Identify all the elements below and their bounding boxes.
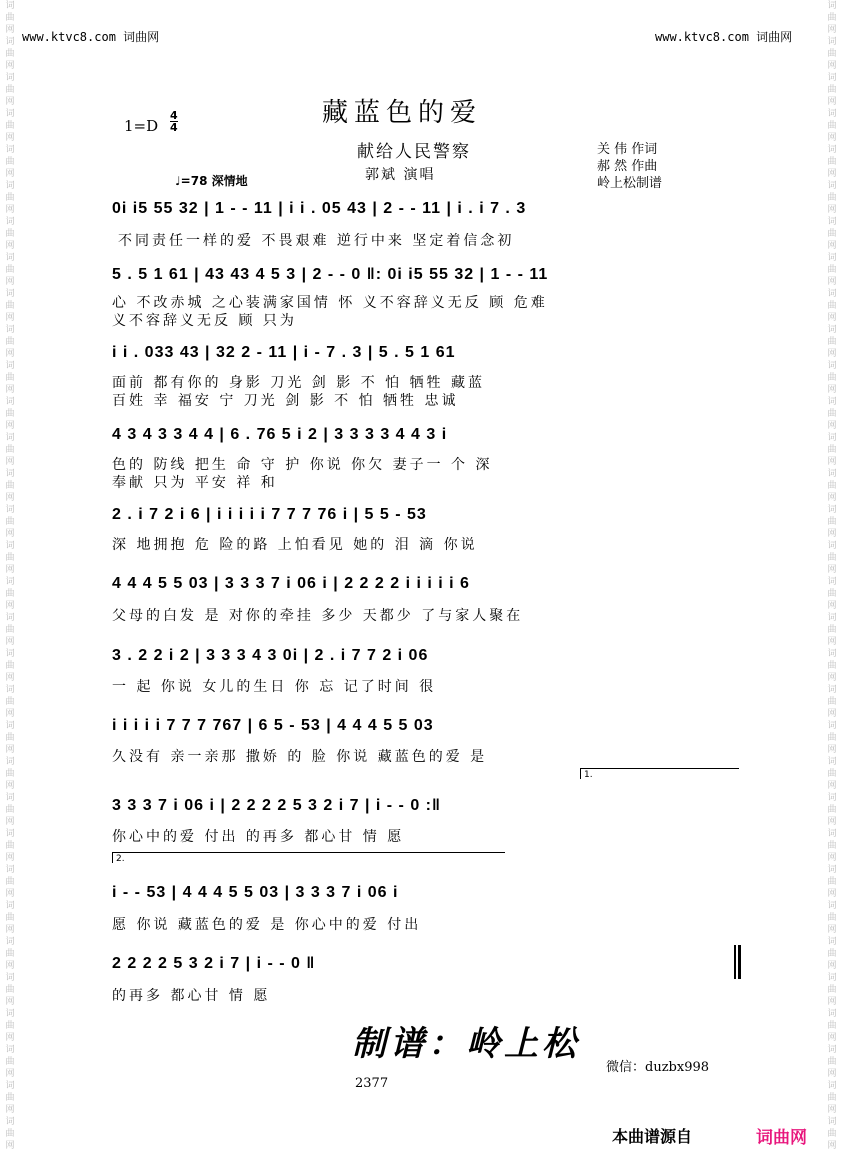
side-watermark-right: 词曲网 词曲网 词曲网 词曲网 词曲网 词曲网 词曲网 词曲网 词曲网 词曲网 词曲网 词曲网 词曲网 词曲网 词曲网 词曲网 词曲网 词曲网 词曲网 词曲网 词曲网 词曲网 词曲网 词曲网 词曲网 词曲网 词曲网 词曲网 词曲网 词曲网 词曲网 词曲网 [827, 1, 837, 1151]
time-bottom: 4 [170, 121, 178, 134]
score-row-10-notes: i - - 53 | 4 4 4 5 5 03 | 3 3 3 7 i 06 i [112, 884, 399, 901]
side-watermark-left: 词曲网 词曲网 词曲网 词曲网 词曲网 词曲网 词曲网 词曲网 词曲网 词曲网 词曲网 词曲网 词曲网 词曲网 词曲网 词曲网 词曲网 词曲网 词曲网 词曲网 词曲网 词曲网 词曲网 词曲网 词曲网 词曲网 词曲网 词曲网 词曲网 词曲网 词曲网 词曲网 [5, 1, 15, 1151]
score-row-7-lyrics: 一 起 你说 女儿的生日 你 忘 记了时间 很 [112, 679, 437, 695]
score-row-9-lyrics: 你心中的爱 付出 的再多 都心甘 情 愿 [112, 829, 405, 845]
score-row-2-lyrics-a: 心 不改赤城 之心装满家国情 怀 义不容辞义无反 顾 危难 [112, 295, 548, 311]
page-number: 2377 [355, 1076, 389, 1091]
wechat-id: 微信：duzbx998 [606, 1060, 710, 1075]
score-row-7-notes: 3 . 2 2 i 2 | 3 3 3 4 3 0i | 2 . i 7 7 2 i 06 [112, 647, 429, 664]
key-signature: 1=D [124, 117, 159, 135]
volta-1-bracket [580, 768, 739, 779]
score-row-3-lyrics-a: 面前 都有你的 身影 刀光 剑 影 不 怕 牺牲 藏蓝 [112, 375, 486, 391]
time-signature [170, 110, 178, 133]
lyricist: 关 伟 作词 [597, 142, 658, 157]
score-row-10-lyrics: 愿 你说 藏蓝色的爱 是 你心中的爱 付出 [112, 917, 422, 933]
score-row-5-notes: 2 . i 7 2 i 6 | i i i i i 7 7 7 76 i | 5 5 - 53 [112, 506, 427, 523]
composer: 郝 然 作曲 [597, 159, 658, 174]
score-row-2-notes: 5 . 5 1 61 | 43 43 4 5 3 | 2 - - 0 ‖: 0i i5 55 32 | 1 - - 11 [112, 266, 549, 283]
source-label: 本曲谱源自 [612, 1127, 693, 1146]
volta-1-label: 1. [584, 770, 593, 780]
score-row-6-lyrics: 父母的白发 是 对你的牵挂 多少 天都少 了与家人聚在 [112, 608, 524, 624]
site-link-right[interactable]: www.ktvc8.com 词曲网 [655, 30, 793, 44]
score-row-8-lyrics: 久没有 亲一亲那 撒娇 的 脸 你说 藏蓝色的爱 是 [112, 749, 488, 765]
volta-2-label: 2. [116, 854, 125, 864]
score-row-9-notes: 3 3 3 7 i 06 i | 2 2 2 2 5 3 2 i 7 | i - - 0 :‖ [112, 797, 441, 814]
score-row-11-lyrics: 的再多 都心甘 情 愿 [112, 988, 271, 1004]
score-row-4-lyrics-b: 奉献 只为 平安 祥 和 [112, 475, 278, 491]
site-link-left[interactable]: www.ktvc8.com 词曲网 [22, 30, 160, 44]
score-row-1-notes: 0i i5 55 32 | 1 - - 11 | i i . 05 43 | 2 - - 11 | i . i 7 . 3 [112, 200, 527, 217]
score-row-1-lyrics: 不同责任一样的爱 不畏艰难 逆行中来 坚定着信念初 [118, 233, 515, 249]
score-row-3-notes: i i . 033 43 | 32 2 - 11 | i - 7 . 3 | 5 . 5 1 61 [112, 344, 456, 361]
time-top: 4 [170, 109, 178, 122]
source-brand-link[interactable]: 词曲网 [756, 1128, 807, 1148]
score-row-2-lyrics-b: 义不容辞义无反 顾 只为 [112, 313, 297, 329]
score-row-11-notes: 2 2 2 2 5 3 2 i 7 | i - - 0 ‖ [112, 955, 316, 972]
singer: 郭斌 演唱 [365, 167, 436, 183]
subtitle: 献给人民警察 [357, 142, 471, 162]
score-row-4-lyrics-a: 色的 防线 把生 命 守 护 你说 你欠 妻子一 个 深 [112, 457, 493, 473]
score-row-3-lyrics-b: 百姓 幸 福安 宁 刀光 剑 影 不 怕 牺牲 忠诚 [112, 393, 459, 409]
score-row-6-notes: 4 4 4 5 5 03 | 3 3 3 7 i 06 i | 2 2 2 2 i i i i i 6 [112, 575, 470, 592]
score-row-8-notes: i i i i i 7 7 7 767 | 6 5 - 53 | 4 4 4 5 5 03 [112, 717, 434, 734]
score-row-5-lyrics: 深 地拥抱 危 险的路 上怕看见 她的 泪 滴 你说 [112, 537, 478, 553]
final-barline-thick [738, 945, 741, 979]
score-row-4-notes: 4 3 4 3 3 4 4 | 6 . 76 5 i 2 | 3 3 3 3 4 4 3 i [112, 426, 448, 443]
volta-2-bracket [112, 852, 505, 863]
tempo-marking: ♩=78 深情地 [175, 174, 248, 188]
final-barline-thin [734, 945, 736, 979]
engraver: 岭上松制谱 [597, 176, 663, 191]
song-title: 藏蓝色的爱 [322, 98, 483, 128]
engraver-signature: 制谱：岭上松 [352, 1024, 580, 1064]
